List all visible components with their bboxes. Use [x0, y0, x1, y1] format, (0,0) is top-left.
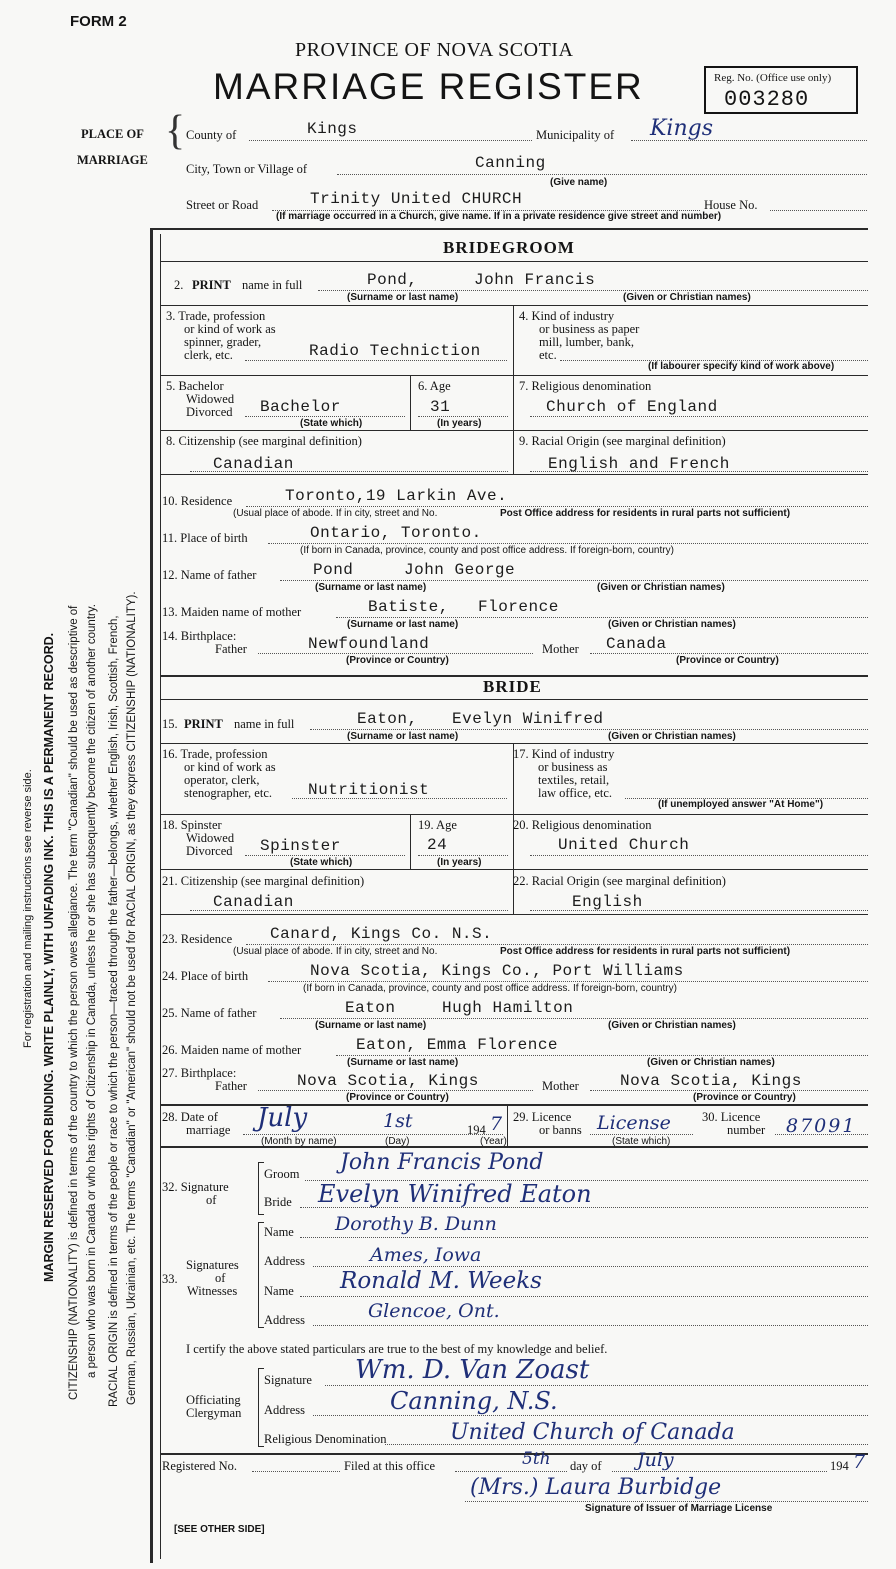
q4-line2: or business as paper [539, 322, 640, 336]
q2-print: PRINT [192, 278, 231, 292]
month-note: (Month by name) [261, 1136, 337, 1147]
marriage-label: MARRIAGE [77, 153, 148, 167]
groom-religion[interactable]: Church of England [546, 398, 718, 416]
bride-father-given-note: (Given or Christian names) [608, 1020, 736, 1031]
filed-day[interactable]: 5th [522, 1449, 551, 1469]
bride-father-surname-note: (Surname or last name) [315, 1020, 427, 1031]
bride-residence-note-2: Post Office address for residents in rural parts not sufficient) [500, 946, 791, 957]
q5-line2: Widowed [186, 392, 235, 406]
q28-line1: 28. Date of [162, 1110, 218, 1124]
q24-label: 24. Place of birth [162, 969, 249, 983]
filed-month[interactable]: July [637, 1449, 674, 1471]
q3-line1: 3. Trade, profession [166, 309, 266, 323]
q17-line2: or business as [538, 760, 608, 774]
witness1-address-label: Address [264, 1254, 305, 1268]
groom-status[interactable]: Bachelor [260, 398, 341, 416]
bride-sig-label: Bride [264, 1195, 292, 1209]
witness1-address[interactable]: Ames, Iowa [370, 1244, 482, 1266]
day-note: (Day) [385, 1136, 410, 1147]
bride-mother-birthplace[interactable]: Nova Scotia, Kings [620, 1072, 802, 1090]
residence-note-2: Post Office address for residents in rural parts not sufficient) [500, 508, 791, 519]
bride-surname[interactable]: Eaton, [357, 710, 418, 728]
q12-label: 12. Name of father [162, 568, 257, 582]
registered-no-label: Registered No. [162, 1459, 237, 1473]
registration-box [704, 66, 858, 114]
bride-trade[interactable]: Nutritionist [308, 781, 430, 799]
sidebar-line-4: a person who was born in Canada or who has rights of Citizenship in Canada, unless he or she has subsequently become the citizen of another country. [86, 604, 98, 1378]
groom-age[interactable]: 31 [430, 398, 451, 416]
reg-label: Reg. No. (Office use only) [714, 72, 832, 84]
clergy-signature[interactable]: Wm. D. Van Zoast [355, 1355, 590, 1385]
bride-residence-note-1: (Usual place of abode. If in city, street and No. [233, 946, 438, 957]
q17-line4: law office, etc. [538, 786, 613, 800]
q30-line1: 30. Licence [702, 1110, 761, 1124]
q4-note: (If labourer specify kind of work above) [648, 361, 835, 372]
q28-line2: marriage [186, 1123, 231, 1137]
q4-line4: etc. [539, 348, 557, 362]
q13-label: 13. Maiden name of mother [162, 605, 302, 619]
groom-trade[interactable]: Radio Techniction [309, 342, 481, 360]
residence-note-1: (Usual place of abode. If in city, street and No. [233, 508, 438, 519]
q18-line2: Widowed [186, 831, 235, 845]
bride-province-note-2: (Province or Country) [693, 1092, 796, 1103]
mother-given-note: (Given or Christian names) [608, 619, 736, 630]
q9-label: 9. Racial Origin (see marginal definition) [519, 434, 726, 448]
sidebar-line-1: For registration and mailing instructions see reverse side. [22, 769, 34, 1048]
groom-father-birthplace[interactable]: Newfoundland [308, 635, 430, 653]
q4-line1: 4. Kind of industry [519, 309, 615, 323]
filed-label: Filed at this office [344, 1459, 436, 1473]
groom-given-note: (Given or Christian names) [623, 292, 751, 303]
province-heading: PROVINCE OF NOVA SCOTIA [295, 39, 574, 61]
bride-age[interactable]: 24 [427, 836, 448, 854]
bride-state-note: (State which) [290, 857, 353, 868]
groom-state-note: (State which) [300, 418, 363, 429]
bride-racial[interactable]: English [572, 893, 643, 911]
q29-line1: 29. Licence [513, 1110, 572, 1124]
county-label: County of [186, 128, 237, 142]
q14-mother-label: Mother [542, 642, 579, 656]
licence-number[interactable]: 87091 [786, 1115, 857, 1137]
q33-line3: Witnesses [187, 1284, 238, 1298]
reg-number: 003280 [724, 87, 810, 112]
filed-year-print: 194 [830, 1459, 849, 1473]
sidebar-line-3: CITIZENSHIP (NATIONALITY) is defined in terms of the country to which the person owes allegiance. The term "Canadian" should be used as descriptive of [68, 605, 80, 1400]
witness2-name[interactable]: Ronald M. Weeks [340, 1268, 542, 1294]
q15-num: 15. [162, 717, 178, 731]
groom-birthplace[interactable]: Ontario, Toronto. [310, 524, 482, 542]
county-value[interactable]: Kings [307, 120, 358, 138]
q29-line2: or banns [539, 1123, 582, 1137]
q30-line2: number [727, 1123, 766, 1137]
page-title: MARRIAGE REGISTER [213, 66, 644, 107]
marriage-year-print: 194 [467, 1123, 486, 1137]
q19-label: 19. Age [418, 818, 457, 832]
q25-label: 25. Name of father [162, 1006, 257, 1020]
clergy-signature-label: Signature [264, 1373, 312, 1387]
certify-statement: I certify the above stated particulars are true to the best of my knowledge and belief. [186, 1342, 608, 1356]
groom-father-given[interactable]: John George [404, 561, 516, 579]
bride-father-birthplace[interactable]: Nova Scotia, Kings [297, 1072, 479, 1090]
q3-line3: spinner, grader, [184, 335, 262, 349]
groom-mother-given[interactable]: Florence [478, 598, 559, 616]
q15-print: PRINT [184, 717, 223, 731]
q10-label: 10. Residence [162, 494, 233, 508]
bride-given-note: (Given or Christian names) [608, 731, 736, 742]
q22-label: 22. Racial Origin (see marginal definition) [513, 874, 726, 888]
q26-label: 26. Maiden name of mother [162, 1043, 302, 1057]
city-value[interactable]: Canning [475, 154, 546, 172]
q16-line1: 16. Trade, profession [162, 747, 268, 761]
clergy-denomination-label: Religious Denomination [264, 1432, 387, 1446]
street-note: (If marriage occurred in a Church, give name. If in a private residence give street and number) [276, 211, 722, 222]
filed-year-hand[interactable]: 7 [853, 1451, 866, 1473]
groom-age-note: (In years) [437, 418, 482, 429]
q18-line1: 18. Spinster [162, 818, 222, 832]
q33-line2: of [215, 1271, 226, 1285]
issuer-label: Signature of Issuer of Marriage License [585, 1503, 773, 1514]
bride-father-given[interactable]: Hugh Hamilton [442, 999, 574, 1017]
bride-given[interactable]: Evelyn Winifred [452, 710, 604, 728]
bride-residence[interactable]: Canard, Kings Co. N.S. [270, 925, 493, 943]
bridegroom-heading: BRIDEGROOM [443, 238, 575, 257]
q17-line1: 17. Kind of industry [513, 747, 615, 761]
marriage-year-hand[interactable]: 7 [490, 1113, 503, 1135]
q7-label: 7. Religious denomination [519, 379, 652, 393]
clergy-denomination[interactable]: United Church of Canada [450, 1420, 735, 1445]
q11-label: 11. Place of birth [162, 531, 248, 545]
q33-line1: Signatures [186, 1258, 239, 1272]
q32-line2: of [206, 1193, 217, 1207]
groom-surname[interactable]: Pond, [367, 271, 418, 289]
place-bracket: { [165, 108, 186, 154]
bride-birthplace[interactable]: Nova Scotia, Kings Co., Port Williams [310, 962, 684, 980]
day-of-label: day of [570, 1459, 602, 1473]
q14-line1: 14. Birthplace: [162, 629, 237, 643]
q3-line4: clerk, etc. [184, 348, 233, 362]
q33-num: 33. [162, 1272, 178, 1286]
bride-signature[interactable]: Evelyn Winifred Eaton [318, 1180, 592, 1208]
sidebar-line-5: RACIAL ORIGIN is defined in terms of the people or race to which the person—traced through the father—belongs, whether English, Irish, Scottish, French, [108, 615, 120, 1407]
q6-label: 6. Age [418, 379, 451, 393]
form-number: FORM 2 [70, 13, 127, 30]
sidebar-line-2: MARGIN RESERVED FOR BINDING. WRITE PLAINLY, WITH UNFADING INK. THIS IS A PERMANENT RECORD. [42, 632, 56, 1282]
groom-given[interactable]: John Francis [474, 271, 596, 289]
bride-birth-note: (If born in Canada, province, county and post office address. If foreign-born, country) [303, 983, 677, 994]
clergy-address[interactable]: Canning, N.S. [390, 1387, 558, 1415]
clergy-line2: Clergyman [186, 1406, 242, 1420]
issuer-signature[interactable]: (Mrs.) Laura Burbidge [470, 1475, 722, 1500]
groom-father-surname[interactable]: Pond [313, 561, 354, 579]
bride-surname-note: (Surname or last name) [347, 731, 459, 742]
city-label: City, Town or Village of [186, 162, 308, 176]
q16-line3: operator, clerk, [184, 773, 260, 787]
bride-heading: BRIDE [483, 677, 542, 696]
witness2-address-label: Address [264, 1313, 305, 1327]
marriage-month[interactable]: July [257, 1103, 308, 1133]
groom-citizenship[interactable]: Canadian [213, 455, 294, 473]
sidebar-line-6: German, Russian, Ukrainian, etc. The terms "Canadian" or "American" should not be used for RACIAL ORIGIN, as they express CITIZENSHIP (NATIONALITY). [126, 591, 138, 1405]
bride-citizenship[interactable]: Canadian [213, 893, 294, 911]
bride-age-note: (In years) [437, 857, 482, 868]
bride-religion[interactable]: United Church [558, 836, 690, 854]
q27-line1: 27. Birthplace: [162, 1066, 237, 1080]
q8-label: 8. Citizenship (see marginal definition) [166, 434, 362, 448]
groom-mother-birthplace[interactable]: Canada [606, 635, 667, 653]
q17-line3: textiles, retail, [538, 773, 610, 787]
groom-province-note-2: (Province or Country) [676, 655, 779, 666]
bride-status[interactable]: Spinster [260, 837, 341, 855]
q2-label: name in full [242, 278, 303, 292]
q27-line2: Father [215, 1079, 247, 1093]
q20-label: 20. Religious denomination [513, 818, 652, 832]
witness1-name-label: Name [264, 1225, 294, 1239]
bride-mother-given-note: (Given or Christian names) [647, 1057, 775, 1068]
q15-label: name in full [234, 717, 295, 731]
bride-mother-name[interactable]: Eaton, Emma Florence [356, 1036, 559, 1054]
groom-birth-note: (If born in Canada, province, county and post office address. If foreign-born, country) [300, 545, 674, 556]
city-note: (Give name) [550, 177, 608, 188]
bride-father-surname[interactable]: Eaton [345, 999, 396, 1017]
q14-line2: Father [215, 642, 247, 656]
marriage-day[interactable]: 1st [383, 1110, 413, 1132]
father-surname-note: (Surname or last name) [315, 582, 427, 593]
bride-province-note-1: (Province or Country) [346, 1092, 449, 1103]
groom-province-note-1: (Province or Country) [346, 655, 449, 666]
q27-mother-label: Mother [542, 1079, 579, 1093]
see-other-side: [SEE OTHER SIDE] [174, 1524, 265, 1535]
street-label: Street or Road [186, 198, 259, 212]
groom-racial[interactable]: English and French [548, 455, 730, 473]
q18-line3: Divorced [186, 844, 233, 858]
municipality-label: Municipality of [536, 128, 615, 142]
licence-note: (State which) [612, 1136, 671, 1147]
witness1-name[interactable]: Dorothy B. Dunn [335, 1213, 497, 1235]
q17-note: (If unemployed answer "At Home") [658, 799, 824, 810]
place-of-label: PLACE OF [81, 127, 144, 141]
clergy-address-label: Address [264, 1403, 305, 1417]
house-label: House No. [704, 198, 758, 212]
witness2-address[interactable]: Glencoe, Ont. [368, 1300, 500, 1322]
groom-mother-surname[interactable]: Batiste, [368, 598, 449, 616]
witness2-name-label: Name [264, 1284, 294, 1298]
groom-surname-note: (Surname or last name) [347, 292, 459, 303]
street-value[interactable]: Trinity United CHURCH [310, 190, 523, 208]
q21-label: 21. Citizenship (see marginal definition) [162, 874, 365, 888]
groom-residence[interactable]: Toronto,19 Larkin Ave. [285, 487, 508, 505]
father-given-note: (Given or Christian names) [597, 582, 725, 593]
q16-line2: or kind of work as [184, 760, 276, 774]
q5-line1: 5. Bachelor [166, 379, 224, 393]
year-note: (Year) [480, 1136, 507, 1147]
licence-or-banns[interactable]: License [597, 1112, 671, 1134]
clergy-line1: Officiating [186, 1393, 241, 1407]
q32-line1: 32. Signature [162, 1180, 229, 1194]
bride-mother-surname-note: (Surname or last name) [347, 1057, 459, 1068]
groom-sig-label: Groom [264, 1167, 300, 1181]
mother-surname-note: (Surname or last name) [347, 619, 459, 630]
municipality-value[interactable]: Kings [650, 116, 714, 141]
q4-line3: mill, lumber, bank, [539, 335, 634, 349]
groom-signature[interactable]: John Francis Pond [340, 1150, 544, 1175]
q5-line3: Divorced [186, 405, 233, 419]
q2-num: 2. [174, 278, 184, 292]
q16-line4: stenographer, etc. [184, 786, 273, 800]
q23-label: 23. Residence [162, 932, 233, 946]
q3-line2: or kind of work as [184, 322, 276, 336]
